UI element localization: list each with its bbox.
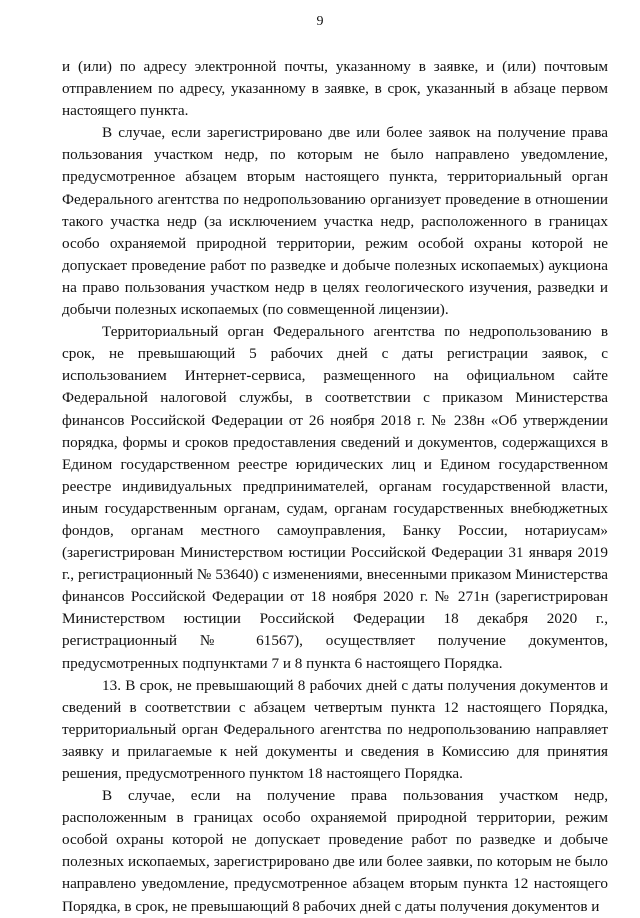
paragraph-protected-territory: В случае, если на получение права пользования участком недр, расположенным в границах особо охраняемой природной территории, режим особой охраны которой не допускает проведение работ по разведке и добыче полезных ископаемых, зарегистрировано две или более заявки, по которым не было направлено уведомление, предусмотренное абзацем вторым пункта 12 настоящего Порядка, в срок, не превышающий 8 рабочих дней с даты получения документов и bbox=[62, 787, 608, 915]
paragraph-continuation: и (или) по адресу электронной почты, указанному в заявке, и (или) почтовым отправлением по адресу, указанному в заявке, в срок, указанный в абзаце первом настоящего пункта. bbox=[62, 58, 608, 120]
document-body bbox=[62, 56, 608, 918]
paragraph-territorial-body: Территориальный орган Федерального агентства по недропользованию в срок, не превышающий 5 рабочих дней с даты регистрации заявок, с использованием Интернет-сервиса, размещенного на официальном сайте Федеральной налоговой службы, в соответствии с приказом Министерства финансов Российской Федерации от 26 ноября 2018 г. № 238н «Об утверждении порядка, формы и сроков предоставления сведений и документов, содержащихся в Едином государственном реестре юридических лиц и Едином государственном реестре индивидуальных предпринимателей, органам государственной власти, иным государственным органам, судам, органам государственных внебюджетных фондов, органам местного самоуправления, Банку России, нотариусам» (зарегистрирован Министерством юстиции Российской Федерации 31 января 2019 г., регистрационный № 53640) с изменениями, внесенными приказом Министерства финансов Российской Федерации от 18 ноября 2020 г. № 271н (зарегистрирован Министерством юстиции Российской Федерации 18 декабря 2020 г., регистрационный № 61567), осуществляет получение документов, предусмотренных подпунктами 7 и 8 пункта 6 настоящего Порядка. bbox=[62, 323, 608, 672]
paragraph-clause-13: 13. В срок, не превышающий 8 рабочих дней с даты получения документов и сведений в соответствии с абзацем четвертым пункта 12 настоящего Порядка, территориальный орган Федерального агентства по недропользованию направляет заявку и прилагаемые к ней документы и сведения в Комиссию для принятия решения, предусмотренного пунктом 18 настоящего Порядка. bbox=[62, 676, 608, 782]
page-number: 9 bbox=[316, 14, 324, 29]
paragraph-auction: В случае, если зарегистрировано две или более заявок на получение права пользования участком недр, по которым не было направлено уведомление, предусмотренное абзацем вторым настоящего пункта, территориальный орган Федерального агентства по недропользованию организует проведение в отношении такого участка недр (за исключением участка недр, расположенного в границах особо охраняемой природной территории, режим особой охраны которой не допускает проведение работ по разведке и добыче полезных ископаемых) аукциона на право пользования участком недр в целях геологического изучения, разведки и добычи полезных ископаемых (по совмещенной лицензии). bbox=[62, 124, 608, 319]
